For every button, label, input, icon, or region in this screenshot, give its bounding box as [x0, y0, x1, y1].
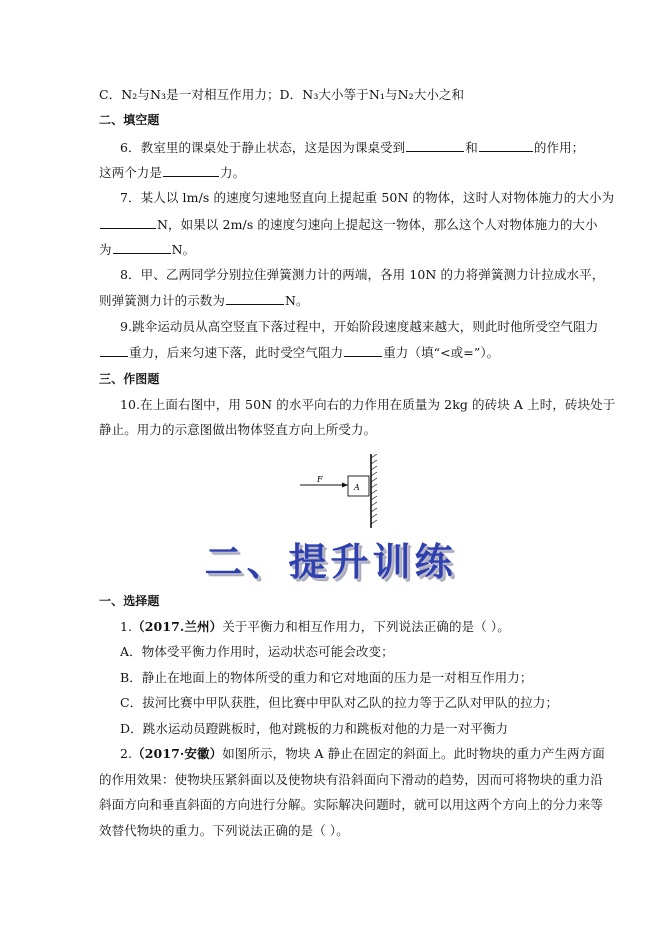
- question-text: 关于平衡力和相互作用力，下列说法正确的是（ ）。: [222, 619, 510, 634]
- question-7-line-1: 7．某人以 lm/s 的速度匀速地竖直向上提起重 50N 的物体，这时人对物体施力的大小为: [120, 190, 615, 205]
- section-big-title: 二、提升训练: [204, 540, 457, 584]
- question-6-line-1: [120, 139, 584, 156]
- section-heading-choice: 一、选择题: [99, 594, 160, 608]
- question-text: 如图所示，物块 A 静止在固定的斜面上。此时物块的重力产生两方面: [222, 746, 605, 761]
- question-6-line-2: [99, 164, 245, 181]
- question-8-line-1: 8．甲、乙两同学分别拉住弹簧测力计的两端，各用 10N 的力将弹簧测力计拉成水平，: [120, 267, 605, 282]
- question-8-line-2: [99, 292, 309, 309]
- question-source: （2017.兰州）: [132, 619, 223, 634]
- answer-blank[interactable]: [344, 344, 382, 357]
- problem-2-line-1: [120, 746, 605, 762]
- question-text: 重力（填“<或=”）。: [383, 345, 500, 360]
- question-source: （2017·安徽）: [132, 746, 223, 761]
- block-label: A: [354, 483, 360, 492]
- force-diagram-figure: [300, 454, 390, 528]
- problem-2-line-4: 效替代物块的重力。下列说法正确的是（ ）。: [99, 823, 349, 838]
- answer-blank[interactable]: [163, 164, 219, 177]
- wall-hatching: [371, 454, 377, 524]
- problem-1-option-d: D．跳水运动员蹬跳板时，他对跳板的力和跳板对他的力是一对平衡力: [120, 721, 509, 736]
- question-number: 2.: [120, 746, 133, 761]
- section-heading-drawing: 三、作图题: [99, 372, 160, 386]
- question-text: N。: [285, 293, 309, 308]
- force-label: F: [317, 475, 323, 484]
- problem-1-option-a: A．物体受平衡力作用时，运动状态可能会改变；: [120, 644, 394, 659]
- question-9-line-2: [99, 344, 499, 361]
- question-7-line-2: [99, 216, 598, 233]
- answer-blank[interactable]: [226, 292, 284, 305]
- problem-1-option-b: B．静止在地面上的物体所受的重力和它对地面的压力是一对相互作用力；: [120, 670, 533, 685]
- question-9-line-1: 9.跳伞运动员从高空竖直下落过程中，开始阶段速度越来越大，则此时他所受空气阻力: [120, 319, 599, 334]
- question-number: 1.: [120, 619, 133, 634]
- question-text: 则弹簧测力计的示数为: [99, 293, 226, 308]
- answer-blank[interactable]: [406, 139, 464, 152]
- question-text: 的作用；: [533, 140, 585, 155]
- answer-blank[interactable]: [113, 241, 171, 254]
- option-text: C．N₂与N₃是一对相互作用力；D．N₃大小等于N₁与N₂大小之和: [99, 87, 465, 102]
- question-10-line-2: 静止。用力的示意图做出物体竖直方向上所受力。: [99, 422, 377, 437]
- problem-1-stem: [120, 619, 510, 635]
- problem-2-line-3: 斜面方向和垂直斜面的方向进行分解。实际解决问题时，就可以用这两个方向上的分力来等: [99, 797, 604, 812]
- question-text: 和: [465, 140, 478, 155]
- question-10-line-1: 10.在上面右图中，用 50N 的水平向右的力作用在质量为 2kg 的砖块 A 上时，砖块处于: [120, 397, 616, 412]
- question-7-line-3: [99, 241, 195, 258]
- question-text: N。: [171, 242, 196, 257]
- question-text: N，如果以 2m/s 的速度匀速向上提起这一物体，那么这个人对物体施力的大小: [157, 217, 598, 232]
- answer-blank[interactable]: [100, 344, 128, 357]
- question-text: 6．教室里的课桌处于静止状态，这是因为课桌受到: [120, 140, 406, 155]
- problem-2-line-2: 的作用效果：使物块压紧斜面以及使物块有沿斜面向下滑动的趋势，因而可将物块的重力沿: [99, 772, 604, 787]
- option-c-d-line: [99, 87, 464, 103]
- answer-blank[interactable]: [100, 216, 156, 229]
- question-text: 这两个力是: [99, 165, 163, 180]
- question-text: 力。: [220, 165, 246, 180]
- question-text: 为: [99, 242, 112, 257]
- force-arrowhead: [342, 483, 348, 488]
- question-text: 重力，后来匀速下落，此时受空气阻力: [129, 345, 344, 360]
- answer-blank[interactable]: [479, 139, 533, 152]
- section-heading-fill-blank: 二、填空题: [99, 113, 160, 127]
- problem-1-option-c: C．拔河比赛中甲队获胜，但比赛中甲队对乙队的拉力等于乙队对甲队的拉力；: [120, 695, 559, 710]
